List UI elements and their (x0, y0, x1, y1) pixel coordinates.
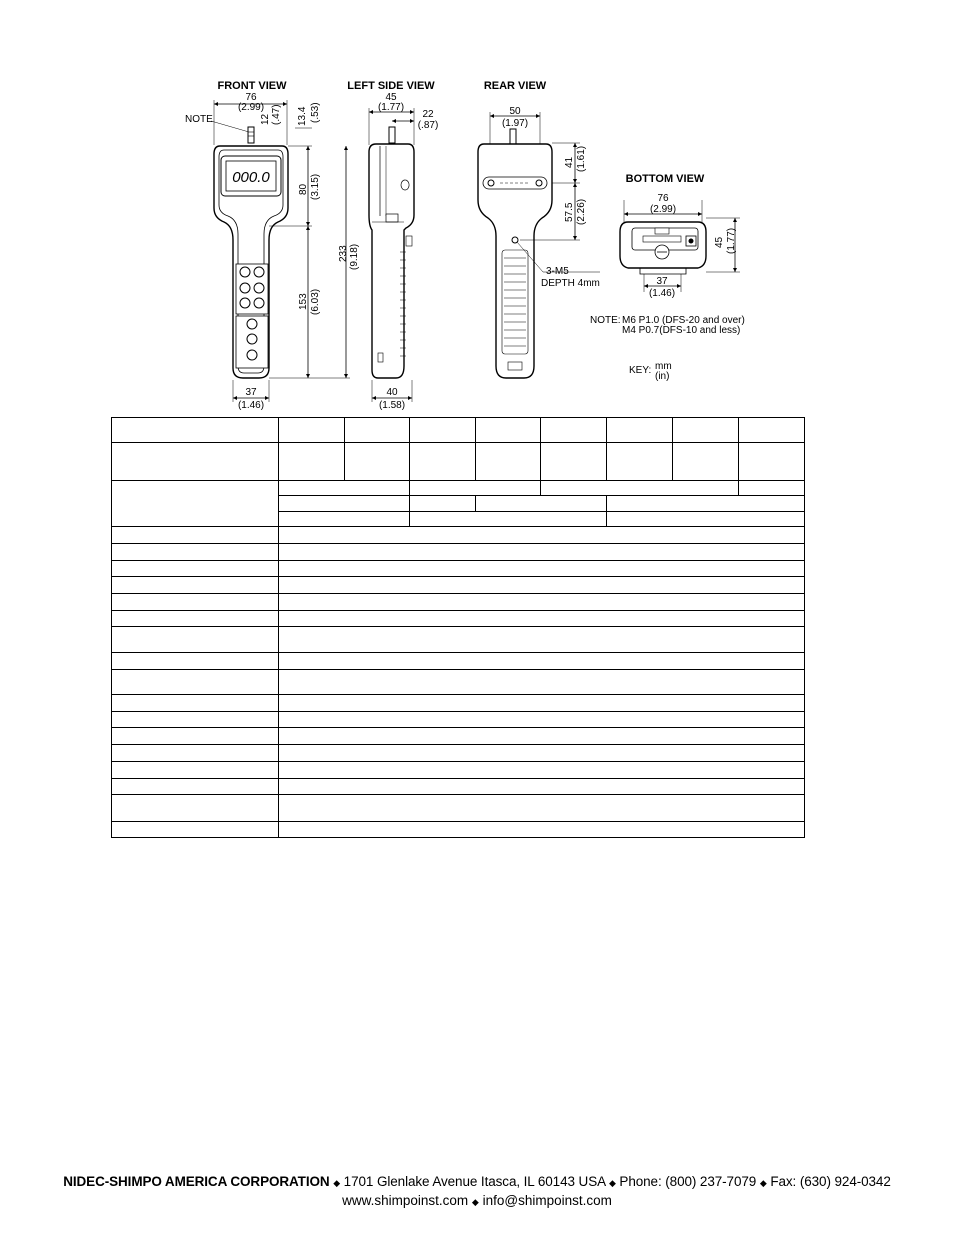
thread-label: 3-M5 (546, 266, 569, 277)
separator-icon: ◆ (608, 1178, 616, 1188)
bottom-depth-in: (1.77) (726, 227, 737, 254)
depth-label: DEPTH 4mm (541, 278, 600, 289)
footer-line-2 (0, 1192, 954, 1211)
grip-height-mm: 153 (298, 293, 309, 310)
side-bottom-in: (1.58) (378, 400, 406, 410)
bottom-hole-mm: 37 (656, 276, 668, 287)
side-shaft-mm: 22 (422, 109, 434, 120)
rear-view-title: REAR VIEW (483, 80, 547, 92)
note-label: NOTE (185, 114, 213, 125)
table-row (112, 594, 805, 611)
bottom-width-mm: 76 (657, 193, 669, 204)
rear-width-mm: 50 (509, 106, 521, 117)
separator-icon: ◆ (333, 1178, 341, 1188)
rear-upper-in: (1.61) (576, 145, 587, 172)
footer-line-1 (0, 1173, 954, 1192)
rear-lower-mm: 57.5 (564, 202, 575, 222)
company-address: 1701 Glenlake Avenue Itasca, IL 60143 USA (343, 1174, 606, 1189)
total-height-mm: 233 (338, 245, 349, 262)
company-phone: Phone: (800) 237-7079 (619, 1174, 757, 1189)
key-in: (in) (655, 371, 670, 382)
front-top-mm: 13.4 (297, 106, 308, 126)
table-row (112, 544, 805, 561)
table-row (112, 443, 805, 481)
footer (0, 1173, 954, 1211)
table-row (112, 778, 805, 795)
company-fax: Fax: (630) 924-0342 (770, 1174, 891, 1189)
front-width-mm: 76 (245, 92, 257, 103)
dimension-drawing (0, 0, 954, 410)
rear-width-in: (1.97) (501, 118, 529, 129)
table-row (112, 728, 805, 745)
front-bottom-in: (1.46) (237, 400, 265, 410)
table-row (112, 627, 805, 653)
table-row (112, 418, 805, 443)
table-row (112, 560, 805, 577)
key-mm: mm (655, 361, 672, 372)
bottom-view (620, 173, 740, 299)
front-shaft-in: (.47) (271, 104, 282, 125)
rear-upper-mm: 41 (564, 156, 575, 168)
note-line-2: M4 P0.7(DFS-10 and less) (622, 325, 741, 336)
table-row (112, 822, 805, 838)
display-height-in: (3.15) (310, 173, 321, 200)
front-width-in: (2.99) (237, 102, 265, 113)
grip-height-in: (6.03) (310, 288, 321, 315)
bottom-depth-mm: 45 (714, 236, 725, 248)
front-bottom-mm: 37 (245, 387, 257, 398)
note-line-1: M6 P1.0 (DFS-20 and over) (622, 315, 745, 326)
display-readout: 000.0 (232, 169, 270, 186)
side-bottom-mm: 40 (386, 387, 398, 398)
table-row (112, 610, 805, 627)
side-view-title: LEFT SIDE VIEW (347, 80, 435, 92)
company-name: NIDEC-SHIMPO AMERICA CORPORATION (63, 1174, 330, 1189)
bottom-hole-in: (1.46) (648, 288, 676, 299)
table-row (112, 695, 805, 712)
table-row (112, 527, 805, 544)
table-row (112, 670, 805, 695)
spec-table (111, 417, 805, 838)
front-top-in: (.53) (310, 102, 321, 123)
table-row (112, 745, 805, 762)
total-height-in: (9.18) (349, 243, 360, 270)
left-side-view (347, 80, 438, 410)
table-row (112, 761, 805, 778)
rear-view (478, 80, 600, 378)
separator-icon: ◆ (471, 1197, 479, 1207)
bottom-width-in: (2.99) (649, 204, 677, 215)
side-top-in: (1.77) (377, 102, 405, 113)
side-top-mm: 45 (385, 92, 397, 103)
rear-lower-in: (2.26) (576, 198, 587, 225)
table-row (112, 711, 805, 728)
email-link[interactable]: info@shimpoinst.com (482, 1193, 612, 1208)
front-shaft-mm: 12 (260, 113, 271, 125)
note-prefix: NOTE: (590, 315, 621, 326)
separator-icon: ◆ (759, 1178, 767, 1188)
key-label: KEY: (629, 365, 652, 376)
notes-block (590, 315, 745, 382)
display-height-mm: 80 (298, 183, 309, 195)
side-shaft-in: (.87) (417, 120, 439, 131)
table-row (112, 795, 805, 822)
table-row (112, 577, 805, 594)
website-link[interactable]: www.shimpoinst.com (342, 1193, 469, 1208)
front-view (185, 80, 360, 410)
table-row (112, 480, 805, 496)
table-row (112, 653, 805, 670)
front-view-title: FRONT VIEW (217, 80, 287, 92)
bottom-view-title: BOTTOM VIEW (625, 173, 705, 185)
